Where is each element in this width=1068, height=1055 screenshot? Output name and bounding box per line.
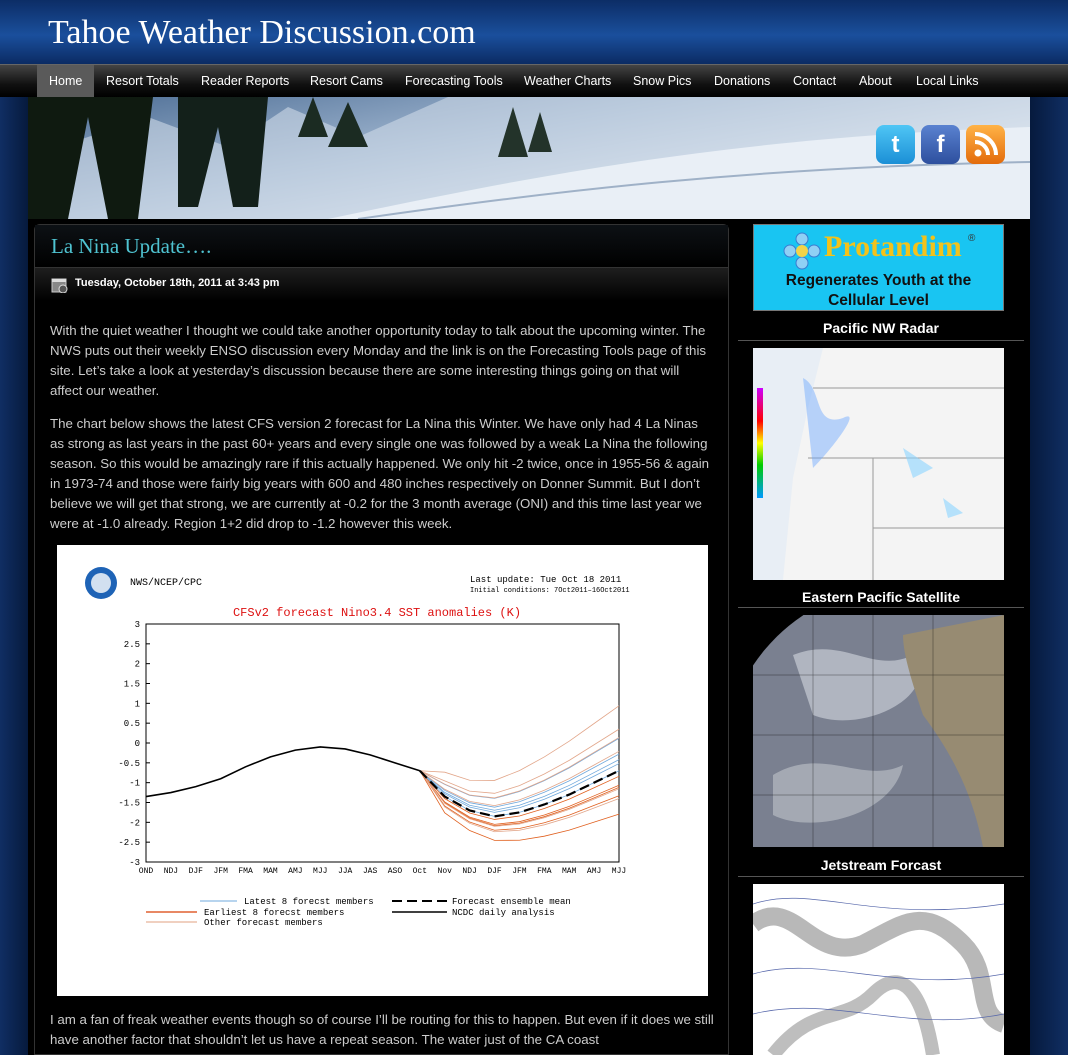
- flower-logo-icon: [782, 231, 822, 271]
- calendar-icon: [51, 277, 69, 293]
- y-tick-label: 0: [134, 739, 140, 749]
- y-tick-label: -0.5: [118, 758, 140, 769]
- post-date: Tuesday, October 18th, 2011 at 3:43 pm: [75, 277, 280, 289]
- chart-initial: Initial conditions: 7Oct2011–16Oct2011: [470, 587, 630, 595]
- x-tick-label: FMA: [238, 867, 253, 876]
- plot-area: [146, 624, 619, 862]
- y-tick-label: -2: [129, 818, 140, 829]
- x-tick-label: JFM: [512, 867, 527, 876]
- nav-about[interactable]: About: [859, 74, 892, 88]
- radar-map: [753, 348, 1004, 580]
- site-header: [0, 0, 1068, 64]
- ad-brand: Protandim: [824, 230, 962, 263]
- blog-post: [34, 224, 729, 1055]
- satellite-separator: [738, 607, 1024, 608]
- y-tick-label: -1: [129, 778, 140, 789]
- twitter-icon[interactable]: t: [876, 125, 915, 164]
- x-tick-label: OND: [138, 867, 154, 876]
- chart-title: CFSv2 forecast Nino3.4 SST anomalies (K): [232, 606, 522, 620]
- left-gutter: [0, 97, 28, 1055]
- y-tick-label: 2.5: [123, 639, 140, 650]
- rss-icon[interactable]: [966, 125, 1005, 164]
- nav-weather-charts[interactable]: Weather Charts: [524, 74, 612, 88]
- y-tick-label: 2: [134, 659, 140, 670]
- legend-other: Other forecast members: [204, 918, 323, 928]
- pacific-nw-radar-image[interactable]: [753, 348, 1004, 580]
- protandim-ad[interactable]: [753, 224, 1004, 311]
- eastern-pacific-satellite-image[interactable]: [753, 615, 1004, 847]
- main-nav: [0, 64, 1068, 97]
- radar-title: Pacific NW Radar: [823, 320, 939, 336]
- nav-resort-totals[interactable]: Resort Totals: [106, 74, 179, 88]
- rss-glyph: [966, 125, 1005, 164]
- chart-update: Last update: Tue Oct 18 2011: [470, 575, 622, 585]
- right-gutter: [1030, 97, 1068, 1055]
- x-tick-label: Nov: [437, 867, 452, 876]
- x-tick-label: AMJ: [586, 867, 602, 876]
- ad-tagline: Regenerates Youth at the Cellular Level: [785, 272, 972, 309]
- site-title[interactable]: Tahoe Weather Discussion.com: [48, 14, 476, 51]
- legend-ncdc: NCDC daily analysis: [452, 908, 555, 918]
- jetstream-title: Jetstream Forcast: [820, 857, 942, 873]
- post-paragraph-2: The chart below shows the latest CFS version 2 forecast for La Nina this Winter. We have only had 4 La Ninas as strong as last years in the past 60+ years and every single one was followed by a weak La Nina the following season. So this would be amazingly rare if this actually happened. We only hit -2 twice, once in 1955-56 & again in 1973-74 and those were fairly big years with 600 and 480 inches respectively on Donner Summit. But I don’t believe we will get that strong, we are currently at -0.2 for the 3 month average (ONI) and this time last year we were at -1.0 already. Region 1+2 did drop to -1.2 however this week.: [50, 416, 710, 531]
- sidebar: [738, 224, 1024, 1055]
- satellite-title: Eastern Pacific Satellite: [802, 589, 960, 605]
- nav-forecasting-tools[interactable]: Forecasting Tools: [405, 74, 503, 88]
- x-tick-label: DJF: [188, 867, 203, 876]
- x-tick-label: NDJ: [163, 867, 179, 876]
- satellite-globe: [753, 615, 1004, 847]
- y-tick-label: 1: [134, 699, 140, 710]
- x-tick-label: MJJ: [313, 867, 328, 876]
- y-tick-label: 1.5: [123, 679, 140, 690]
- x-tick-label: AMJ: [288, 867, 303, 876]
- nav-reader-reports[interactable]: Reader Reports: [201, 74, 290, 88]
- nav-resort-cams[interactable]: Resort Cams: [310, 74, 383, 88]
- chart-svg: [57, 545, 708, 996]
- y-tick-label: -3: [129, 858, 140, 868]
- post-title[interactable]: La Nina Update….: [51, 234, 212, 258]
- x-tick-label: Oct: [412, 867, 428, 876]
- chart-agency: NWS/NCEP/CPC: [130, 578, 203, 589]
- x-tick-label: MJJ: [611, 867, 627, 876]
- y-tick-label: -2.5: [118, 838, 140, 849]
- post-paragraph-1: With the quiet weather I thought we could take another opportunity today to talk about the upcoming winter. The NWS puts out their weekly ENSO discussion every Monday and the link is on the Forecasting Tools page of this site. Let’s take a look at yesterday’s discussion because there are some interesting things going on that will affect our weather.: [50, 323, 707, 398]
- y-tick-label: 3: [134, 620, 140, 630]
- nav-contact[interactable]: Contact: [793, 74, 837, 88]
- x-tick-label: NDJ: [462, 867, 477, 876]
- nav-donations[interactable]: Donations: [714, 74, 771, 88]
- legend-mean: Forecast ensemble mean: [452, 897, 571, 907]
- x-tick-label: DJF: [487, 867, 502, 876]
- nav-local-links[interactable]: Local Links: [916, 74, 979, 88]
- radar-separator: [738, 340, 1024, 341]
- x-tick-label: MAM: [562, 867, 577, 876]
- x-tick-label: JFM: [213, 867, 228, 876]
- cfs-forecast-chart: [57, 545, 708, 996]
- y-tick-label: 0.5: [123, 719, 140, 730]
- post-paragraph-3: I am a fan of freak weather events though so of course I’ll be routing for this to happen. But even if it does we still have another factor that shouldn’t let us have a repeat season. The water just of the CA coast: [50, 1012, 714, 1047]
- legend-earliest: Earliest 8 forecst members: [204, 908, 345, 918]
- jetstream-map: [753, 884, 1004, 1055]
- jetstream-forecast-image[interactable]: [753, 884, 1004, 1055]
- ad-reg-mark: ®: [968, 233, 976, 244]
- x-tick-label: JAS: [362, 867, 378, 876]
- legend-latest: Latest 8 forecst members: [244, 897, 374, 907]
- facebook-icon[interactable]: f: [921, 125, 960, 164]
- x-tick-label: ASO: [387, 867, 403, 876]
- x-tick-label: FMA: [537, 867, 552, 876]
- x-tick-label: MAM: [263, 867, 278, 876]
- y-tick-label: -1.5: [118, 798, 140, 809]
- nav-home[interactable]: Home: [37, 65, 94, 98]
- nav-snow-pics[interactable]: Snow Pics: [633, 74, 692, 88]
- x-tick-label: JJA: [337, 867, 353, 876]
- jetstream-separator: [738, 876, 1024, 877]
